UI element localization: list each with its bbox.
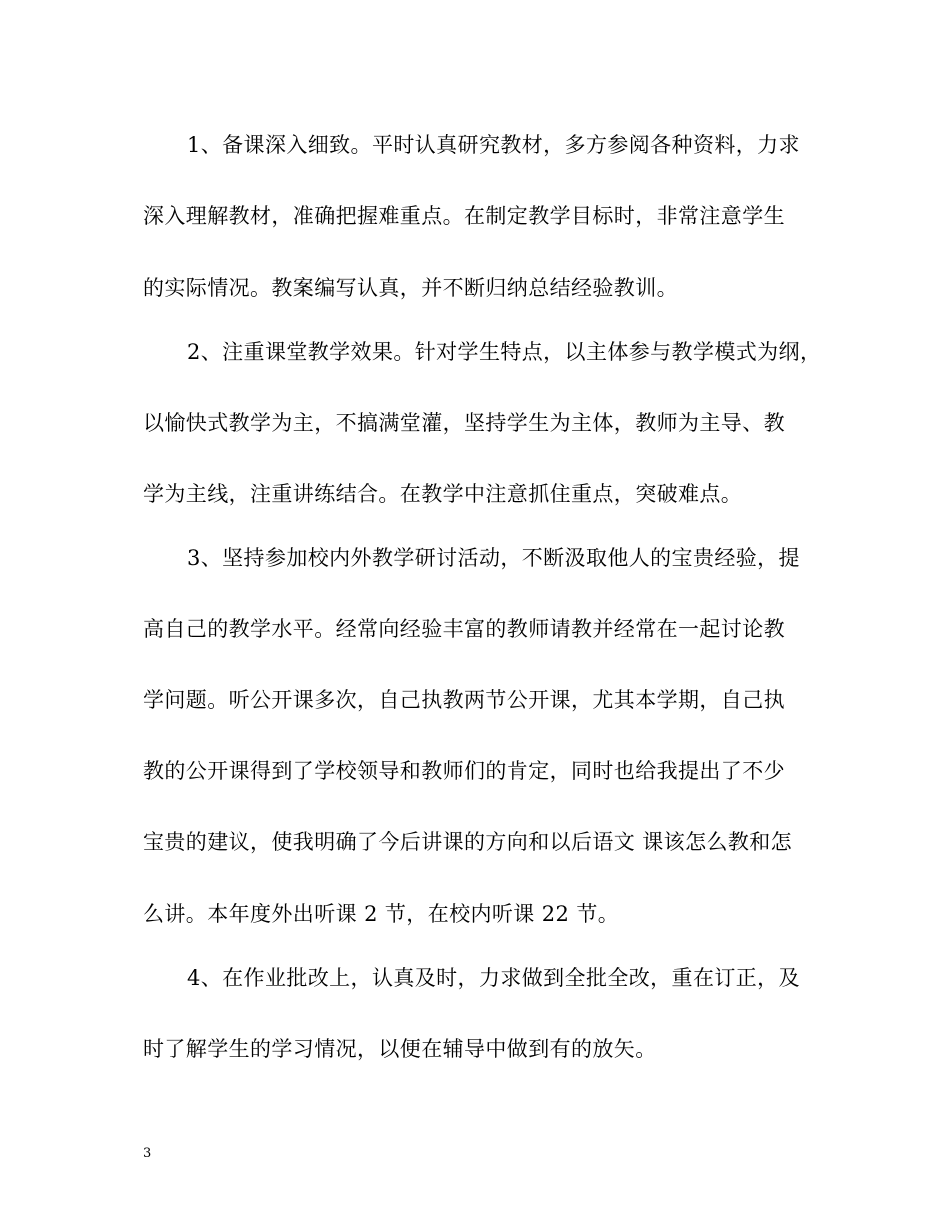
- paragraph-3-line-6: 么讲。本年度外出听课 2 节，在校内听课 22 节。: [143, 902, 620, 926]
- page-number: 3: [143, 1146, 152, 1161]
- paragraph-3-line-4: 教的公开课得到了学校领导和教师们的肯定，同时也给我提出了不少: [143, 759, 785, 783]
- paragraph-1-line-3: 的实际情况。教案编写认真，并不断归纳总结经验教训。: [143, 276, 678, 300]
- paragraph-2-line-2: 以愉快式教学为主，不搞满堂灌，坚持学生为主体，教师为主导、教: [143, 411, 785, 435]
- paragraph-3-line-1: 3、坚持参加校内外教学研讨活动，不断汲取他人的宝贵经验，提: [187, 546, 800, 570]
- paragraph-4-line-1: 4、在作业批改上，认真及时，力求做到全批全改，重在订正，及: [187, 966, 800, 990]
- paragraph-1-line-2: 深入理解教材，准确把握难重点。在制定教学目标时，非常注意学生: [143, 204, 785, 228]
- paragraph-3-line-2: 高自己的教学水平。经常向经验丰富的教师请教并经常在一起讨论教: [143, 617, 785, 641]
- paragraph-1-line-1: 1、备课深入细致。平时认真研究教材，多方参阅各种资料，力求: [187, 133, 800, 157]
- paragraph-3-line-3: 学问题。听公开课多次，自己执教两节公开课，尤其本学期，自己执: [143, 688, 785, 712]
- paragraph-4-line-2: 时了解学生的学习情况，以便在辅导中做到有的放矢。: [143, 1037, 657, 1061]
- paragraph-2-line-3: 学为主线，注重讲练结合。在教学中注意抓住重点，突破难点。: [143, 482, 743, 506]
- paragraph-3-line-5: 宝贵的建议，使我明确了今后讲课的方向和以后语文 课该怎么教和怎: [143, 830, 793, 854]
- paragraph-2-line-1: 2、注重课堂教学效果。针对学生特点，以主体参与教学模式为纲，: [187, 340, 822, 364]
